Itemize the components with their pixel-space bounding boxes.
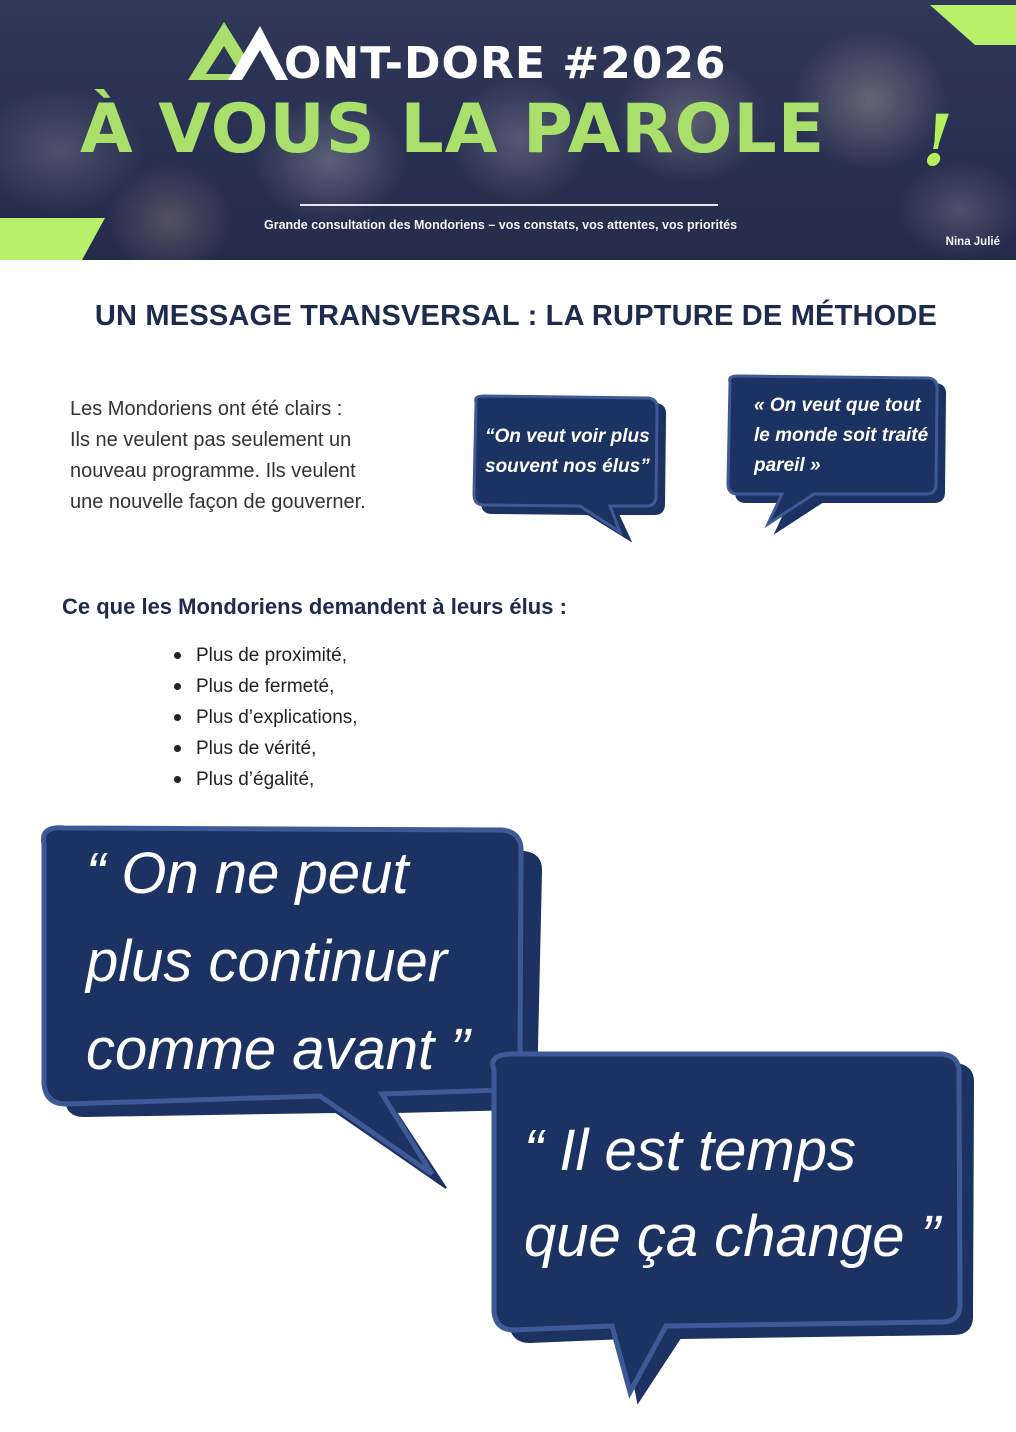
banner-divider bbox=[300, 204, 718, 206]
banner-subtitle: Grande consultation des Mondoriens – vos constats, vos attentes, vos priorités bbox=[264, 218, 738, 232]
banner-title: ONT-DORE #2026 bbox=[284, 38, 727, 89]
demands-heading: Ce que les Mondoriens demandent à leurs élus : bbox=[62, 594, 567, 619]
list-item: Plus de fermeté, bbox=[172, 671, 358, 702]
banner-headline: À VOUS LA PAROLE bbox=[80, 90, 826, 169]
list-item: Plus de vérité, bbox=[172, 733, 358, 764]
quote-line: “ Il est temps bbox=[524, 1118, 856, 1183]
intro-line: nouveau programme. Ils veulent bbox=[70, 460, 356, 482]
quote-small-2 bbox=[754, 391, 928, 481]
quote-line: plus continuer bbox=[86, 929, 448, 994]
header-banner bbox=[0, 0, 1016, 260]
intro-line: une nouvelle façon de gouverner. bbox=[70, 491, 366, 513]
quote-line: pareil » bbox=[754, 455, 821, 476]
intro-line: Ils ne veulent pas seulement un bbox=[70, 429, 352, 451]
quote-line: “On veut voir plus bbox=[485, 426, 650, 447]
intro-paragraph bbox=[70, 394, 430, 518]
mountain-m-logo-icon bbox=[188, 18, 288, 84]
quote-small-1 bbox=[485, 422, 650, 482]
banner-author: Nina Julié bbox=[945, 236, 1000, 248]
quote-line: que ça change ” bbox=[524, 1204, 940, 1269]
quote-line: le monde soit traité bbox=[754, 425, 929, 446]
intro-line: Les Mondoriens ont été clairs : bbox=[70, 398, 343, 420]
section-title: UN MESSAGE TRANSVERSAL : LA RUPTURE DE MÉTHODE bbox=[94, 300, 938, 332]
quote-large-2 bbox=[524, 1108, 940, 1280]
quote-large-1 bbox=[86, 830, 470, 1094]
demands-list bbox=[172, 640, 358, 795]
list-item: Plus d’explications, bbox=[172, 702, 358, 733]
quote-line: souvent nos élus” bbox=[485, 456, 650, 477]
banner-exclamation: ! bbox=[922, 99, 953, 182]
quote-line: « On veut que tout bbox=[754, 395, 921, 416]
list-item: Plus de proximité, bbox=[172, 640, 358, 671]
quote-line: “ On ne peut bbox=[86, 841, 409, 906]
list-item: Plus d’égalité, bbox=[172, 764, 358, 795]
quote-line: comme avant ” bbox=[86, 1017, 470, 1082]
